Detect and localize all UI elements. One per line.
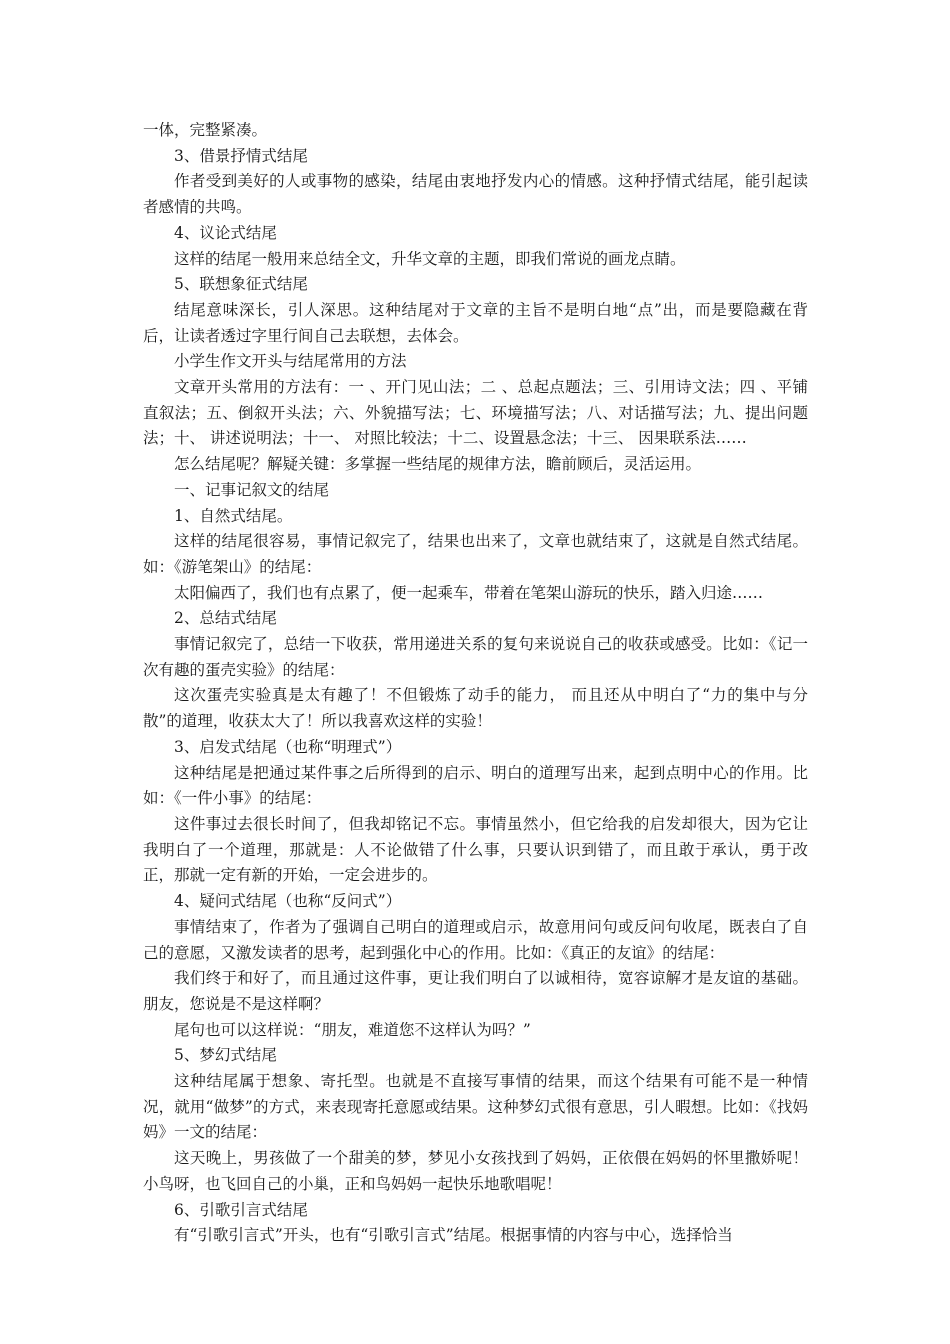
section-heading: 1、自然式结尾。 [174, 506, 293, 525]
section-heading: 2、总结式结尾 [174, 609, 277, 628]
example-paragraph: 这天晚上，男孩做了一个甜美的梦，梦见小女孩找到了妈妈，正依偎在妈妈的怀里撒娇呢！小鸟呀，也飞回自己的小巢，正和鸟妈妈一起快乐地歌唱呢！ [143, 1149, 808, 1193]
paragraph: 这样的结尾一般用来总结全文，升华文章的主题，即我们常说的画龙点睛。 [174, 249, 686, 268]
section-heading: 6、引歌引言式结尾 [174, 1200, 308, 1219]
paragraph: 事情记叙完了，总结一下收获，常用递进关系的复句来说说自己的收获或感受。比如：《记一次有趣的蛋壳实验》的结尾： [143, 635, 808, 679]
section-heading: 3、借景抒情式结尾 [174, 146, 308, 165]
paragraph: 结尾意味深长，引人深思。这种结尾对于文章的主旨不是明白地“点”出，而是要隐藏在背后，让读者透过字里行间自己去联想，去体会。 [143, 300, 808, 345]
paragraph: 这样的结尾很容易，事情记叙完了，结果也出来了，文章也就结束了，这就是自然式结尾。如：《游笔架山》的结尾： [143, 532, 808, 576]
example-paragraph: 尾句也可以这样说：“朋友，难道您不这样认为吗？” [174, 1020, 531, 1039]
paragraph: 文章开头常用的方法有：一 、开门见山法；二 、总起点题法；三、引用诗文法；四 、平铺直叙法；五、倒叙开头法；六、外貌描写法；七、环境描写法；八、对话描写法；九、提出问题法；十、 讲述说明法；十一、 对照比较法；十二、设置悬念法；十三、 因果联系法…… [143, 378, 808, 448]
example-paragraph: 我们终于和好了，而且通过这件事，更让我们明白了以诚相待，宽容谅解才是友谊的基础。朋友，您说是不是这样啊？ [143, 969, 808, 1013]
example-paragraph: 这次蛋壳实验真是太有趣了！不但锻炼了动手的能力， 而且还从中明白了“力的集中与分散”的道理，收获太大了！所以我喜欢这样的实验！ [143, 686, 808, 731]
paragraph: 一体，完整紧凑。 [143, 121, 268, 139]
section-heading: 4、议论式结尾 [174, 223, 277, 242]
example-paragraph: 太阳偏西了，我们也有点累了，便一起乘车，带着在笔架山游玩的快乐，踏入归途…… [174, 583, 764, 602]
paragraph: 这种结尾属于想象、寄托型。也就是不直接写事情的结果，而这个结果有可能不是一种情况，就用“做梦”的方式，来表现寄托意愿或结果。这种梦幻式很有意思，引人暇想。比如：《找妈妈》一文的结尾： [143, 1072, 808, 1142]
paragraph: 事情结束了，作者为了强调自己明白的道理或启示，故意用问句或反问句收尾，既表白了自己的意愿，又激发读者的思考，起到强化中心的作用。比如：《真正的友谊》的结尾： [143, 917, 808, 962]
paragraph: 有“引歌引言式”开头，也有“引歌引言式”结尾。根据事情的内容与中心，选择恰当 [174, 1226, 733, 1245]
paragraph: 作者受到美好的人或事物的感染，结尾由衷地抒发内心的情感。这种抒情式结尾，能引起读者感情的共鸣。 [143, 172, 808, 217]
section-heading: 一、记事记叙文的结尾 [174, 480, 330, 499]
paragraph: 这种结尾是把通过某件事之后所得到的启示、明白的道理写出来，起到点明中心的作用。比如：《一件小事》的结尾： [143, 763, 808, 808]
section-heading: 3、启发式结尾（也称“明理式”） [174, 737, 402, 756]
section-heading: 4、疑问式结尾（也称“反问式”） [174, 892, 402, 911]
section-heading: 5、梦幻式结尾 [174, 1046, 277, 1065]
paragraph: 怎么结尾呢？解疑关键：多掌握一些结尾的规律方法，瞻前顾后，灵活运用。 [174, 455, 702, 474]
section-heading: 5、联想象征式结尾 [174, 275, 308, 294]
document-body [143, 118, 808, 1249]
section-heading: 小学生作文开头与结尾常用的方法 [174, 352, 407, 371]
example-paragraph: 这件事过去很长时间了，但我却铭记不忘。事情虽然小，但它给我的启发却很大，因为它让我明白了一个道理，那就是：人不论做错了什么事，只要认识到错了，而且敢于承认，勇于改正，那就一定有新的开始，一定会进步的。 [143, 814, 808, 885]
